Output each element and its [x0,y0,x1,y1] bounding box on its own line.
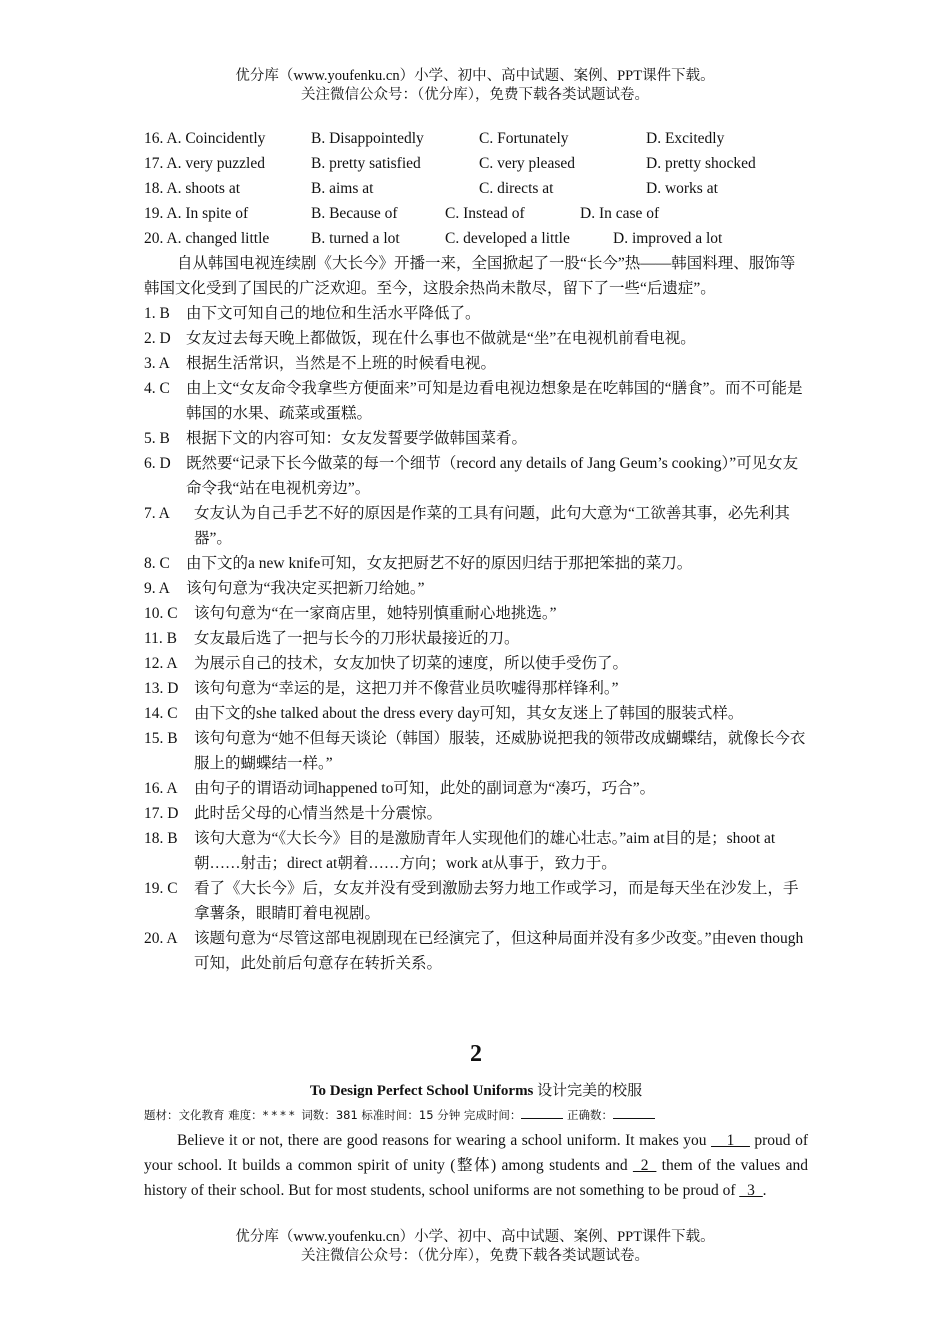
answer-number: 11. B [144,630,178,647]
answer-number: 18. B [144,830,178,847]
answer-item [144,626,808,651]
option-b: B. aims at [311,180,374,197]
story-text: them of the values and history of their school. But for most students, school uniforms are not something to be proud of [144,1157,808,1199]
answer-item [144,726,808,776]
answer-item [144,451,808,501]
option-a: 17. A. very puzzled [144,155,265,172]
section-title [144,1080,808,1102]
words-label: 词数： [301,1108,336,1122]
answer-item [144,926,808,976]
page-content [144,126,808,1203]
option-c: C. directs at [479,180,554,197]
answer-item [144,651,808,676]
answer-number: 13. D [144,680,179,697]
option-b: B. Because of [311,205,398,222]
option-b: B. Disappointedly [311,130,424,147]
story-paragraph [144,1128,808,1203]
answer-number: 6. D [144,455,171,472]
answer-text: 为展示自己的技术，女友加快了切菜的速度，所以使手受伤了。 [194,655,629,672]
answer-text: 根据下文的内容可知：女友发誓要学做韩国菜肴。 [186,430,528,447]
answer-item [144,376,808,426]
answer-text: 既然要“记录下长今做菜的每一个细节（record any details of Jang Geum’s cooking）”可见女友命令我“站在电视机旁边”。 [186,455,799,497]
answer-number: 17. D [144,805,179,822]
story-text: proud of your school. It builds a common spirit of unity (整体) among students and [144,1132,808,1174]
answer-number: 2. D [144,330,171,347]
answer-item [144,351,808,376]
answer-text: 女友认为自己手艺不好的原因是作菜的工具有问题，此句大意为“工欲善其事，必先利其器”。 [194,505,790,547]
answer-list [144,301,808,976]
option-c: C. developed a little [445,230,570,247]
blank-1[interactable]: __1__ [711,1132,750,1149]
answer-number: 7. A [144,505,170,522]
option-row-18 [144,176,808,201]
option-a: 18. A. shoots at [144,180,241,197]
topic-label: 题材： [144,1108,179,1122]
header-line-2: 关注微信公众号：（优分库），免费下载各类试题试卷。 [301,87,649,103]
answer-number: 19. C [144,880,178,897]
option-a: 20. A. changed little [144,230,270,247]
section-number: 2 [470,1041,482,1067]
finish-time-blank[interactable] [521,1106,563,1119]
answer-number: 9. A [144,580,170,597]
answer-number: 5. B [144,430,170,447]
answer-item [144,776,808,801]
answer-text: 女友过去每天晚上都做饭，现在什么事也不做就是“坐”在电视机前看电视。 [186,330,696,347]
answer-text: 该句大意为“《大长今》目的是激励青年人实现他们的雄心壮志。”aim at目的是；shoot at朝……射击；direct at朝着……方向；work at从事于，致力于。 [194,830,776,872]
option-row-17 [144,151,808,176]
answer-text: 该句句意为“在一家商店里，她特别慎重耐心地挑选。” [194,605,557,622]
section-title-chinese: 设计完美的校服 [537,1083,643,1099]
answer-number: 1. B [144,305,170,322]
time-label: 标准时间： [361,1108,419,1122]
answer-number: 10. C [144,605,178,622]
answer-number: 20. A [144,930,178,947]
answer-number: 12. A [144,655,178,672]
difficulty-stars: **** [262,1108,298,1122]
time-unit: 分钟 [437,1108,461,1122]
option-b: B. turned a lot [311,230,400,247]
answer-text: 根据生活常识，当然是不上班的时候看电视。 [186,355,497,372]
answer-text: 该题句意为“尽管这部电视剧现在已经演完了，但这种局面并没有多少改变。”由even though可知，此处前后句意存在转折关系。 [194,930,804,972]
answer-number: 4. C [144,380,170,397]
option-b: B. pretty satisfied [311,155,421,172]
answer-item [144,601,808,626]
page-footer [0,1228,950,1266]
answer-text: 此时岳父母的心情当然是十分震惊。 [194,805,443,822]
answer-item [144,801,808,826]
option-row-16 [144,126,808,151]
header-line-1: 优分库（www.youfenku.cn）小学、初中、高中试题、案例、PPT课件下载。 [235,68,715,84]
option-d: D. In case of [580,205,660,222]
answer-number: 3. A [144,355,170,372]
answer-number: 15. B [144,730,178,747]
option-c: C. Fortunately [479,130,569,147]
blank-3[interactable]: _3_ [739,1182,763,1199]
answer-number: 8. C [144,555,170,572]
option-row-19 [144,201,808,226]
option-a: 19. A. In spite of [144,205,249,222]
answer-text: 由下文的a new knife可知，女友把厨艺不好的原因归结于那把笨拙的菜刀。 [186,555,693,572]
finish-time-label: 完成时间： [463,1108,522,1122]
answer-text: 由句子的谓语动词happened to可知，此处的副词意为“凑巧，巧合”。 [194,780,656,797]
footer-line-1: 优分库（www.youfenku.cn）小学、初中、高中试题、案例、PPT课件下载。 [235,1229,715,1245]
reading-meta [144,1104,808,1126]
answer-text: 由下文的she talked about the dress every day可知，其女友迷上了韩国的服装式样。 [194,705,744,722]
answer-item [144,676,808,701]
difficulty-label: 难度： [228,1108,263,1122]
option-c: C. very pleased [479,155,575,172]
options-block [144,126,808,251]
option-a: 16. A. Coincidently [144,130,266,147]
answer-item [144,576,808,601]
intro-paragraph: 自从韩国电视连续剧《大长今》开播一来，全国掀起了一股“长今”热——韩国料理、服饰等韩国文化受到了国民的广泛欢迎。至今，这股余热尚未散尽，留下了一些“后遗症”。 [144,255,796,297]
page-header [0,67,950,105]
answer-text: 该句句意为“她不但每天谈论（韩国）服装，还威胁说把我的领带改成蝴蝶结，就像长今衣服上的蝴蝶结一样。” [194,730,806,772]
answer-item [144,326,808,351]
section-title-english: To Design Perfect School Uniforms [309,1083,534,1099]
answer-text: 看了《大长今》后，女友并没有受到激励去努力地工作或学习，而是每天坐在沙发上，手拿薯条，眼睛盯着电视剧。 [194,880,799,922]
answer-item [144,551,808,576]
option-d: D. Excitedly [646,130,725,147]
option-row-20 [144,226,808,251]
topic-value: 文化教育 [178,1108,225,1122]
answer-item [144,876,808,926]
answer-text: 由下文可知自己的地位和生活水平降低了。 [186,305,481,322]
answer-item [144,501,808,551]
answer-number: 16. A [144,780,178,797]
answer-text: 该句句意为“幸运的是，这把刀并不像营业员吹嘘得那样锋利。” [194,680,619,697]
option-c: C. Instead of [445,205,525,222]
option-d: D. works at [646,180,718,197]
correct-count-blank[interactable] [613,1106,655,1119]
story-text: . [762,1182,767,1199]
option-d: D. improved a lot [613,230,723,247]
answer-item [144,301,808,326]
answer-text: 由上文“女友命令我拿些方便面来”可知是边看电视边想象是在吃韩国的“膳食”。而不可能是韩国的水果、疏菜或蛋糕。 [186,380,803,422]
answer-item [144,701,808,726]
answer-text: 该句句意为“我决定买把新刀给她。” [186,580,425,597]
correct-count-label: 正确数： [567,1108,614,1122]
words-value: 381 [335,1108,358,1122]
answer-text: 女友最后选了一把与长今的刀形状最接近的刀。 [194,630,520,647]
option-d: D. pretty shocked [646,155,756,172]
answer-number: 14. C [144,705,178,722]
footer-line-2: 关注微信公众号：（优分库），免费下载各类试题试卷。 [301,1248,649,1264]
answer-item [144,826,808,876]
time-value: 15 [418,1108,434,1122]
answer-item [144,426,808,451]
story-text: Believe it or not, there are good reasons for wearing a school uniform. It makes you [177,1132,712,1149]
blank-2[interactable]: _2_ [633,1157,657,1174]
